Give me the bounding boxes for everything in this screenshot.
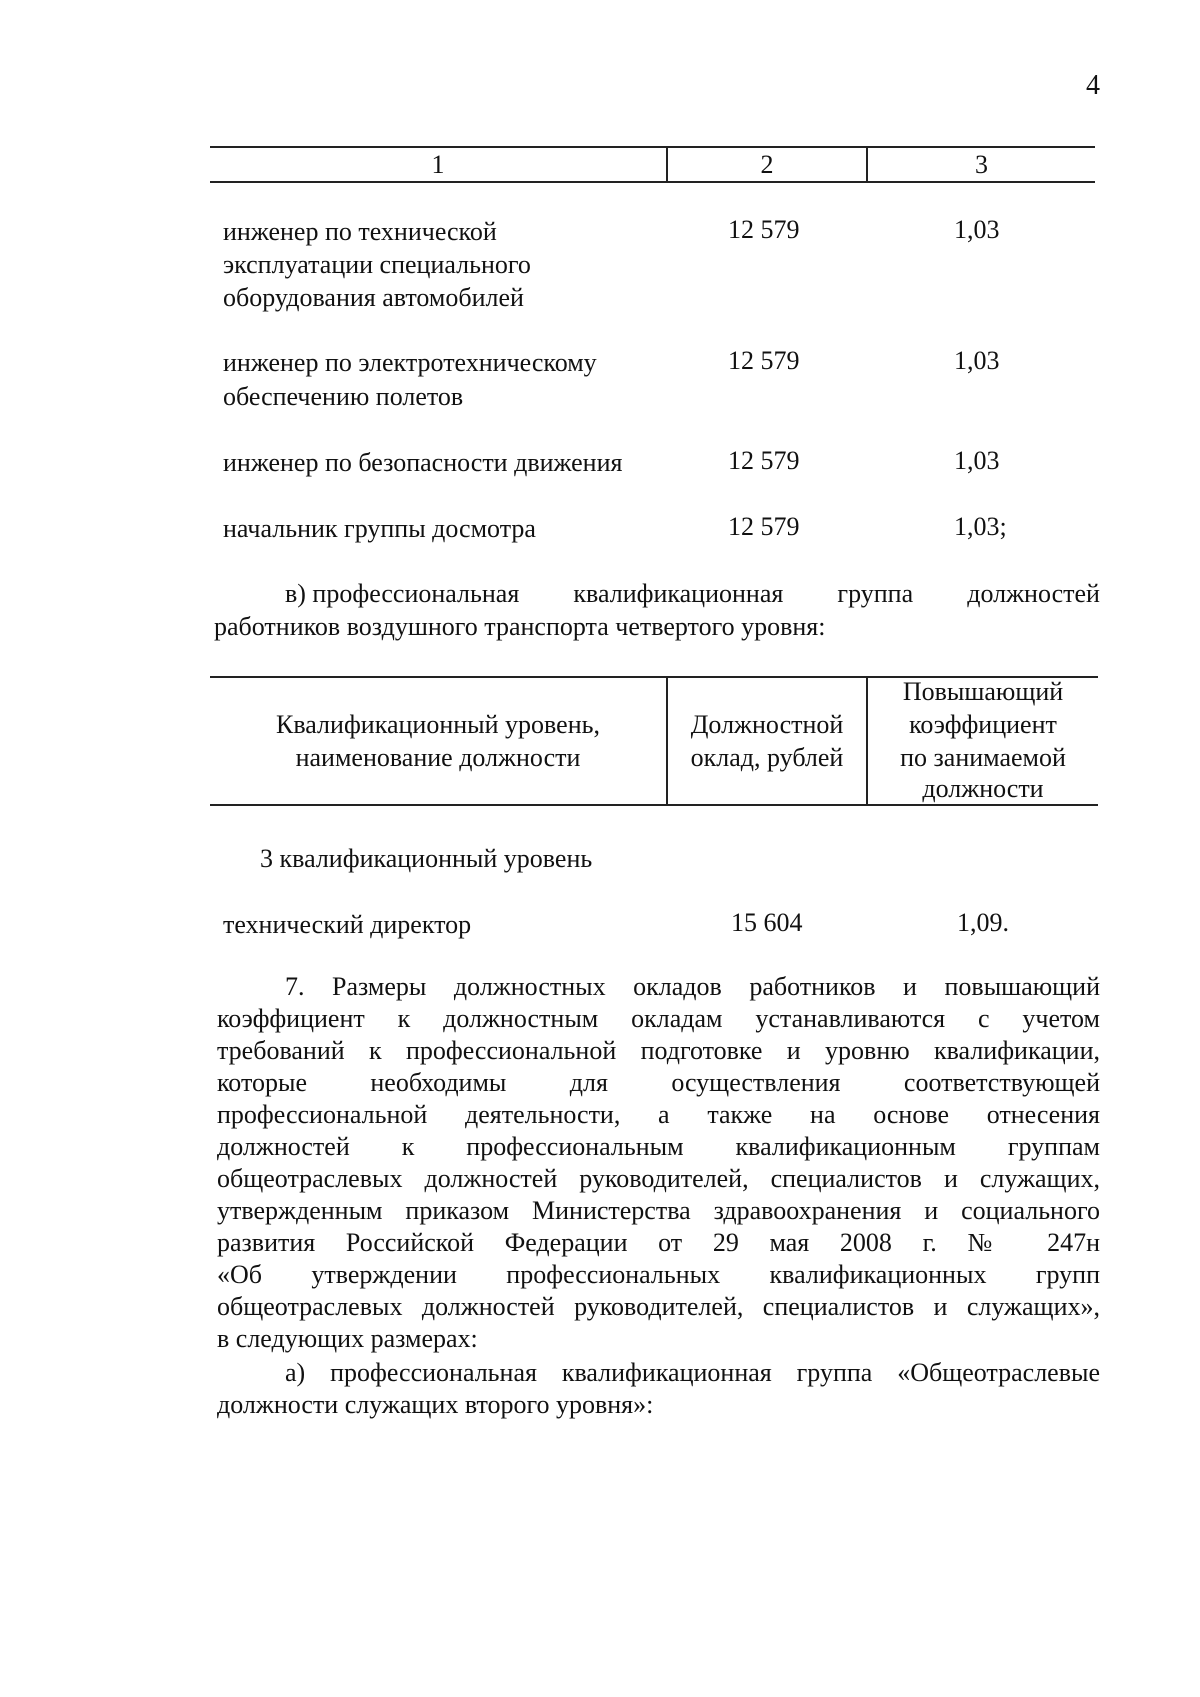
position-name-line: начальник группы досмотра (223, 514, 536, 543)
qualification-level-label: 3 квалификационный уровень (260, 844, 593, 873)
paragraph-word: должностей (967, 579, 1100, 608)
table-2-header-col-1-line: Квалификационный уровень, (276, 710, 600, 739)
position-name-line: технический директор (223, 910, 472, 939)
position-name-line: инженер по технической (223, 217, 497, 246)
paragraph-line: в следующих размерах: (217, 1324, 478, 1353)
paragraph-line: должности служащих второго уровня»: (217, 1390, 654, 1419)
table-2-header-col-1-line: наименование должности (295, 743, 581, 772)
table-2-header-col-2-line: оклад, рублей (690, 743, 844, 772)
paragraph-line: общеотраслевых должностей руководителей, специалистов и служащих, (217, 1164, 1100, 1193)
paragraph-word: квалификационная (573, 579, 784, 608)
paragraph-line: а) профессиональная квалификационная группа «Общеотраслевые (285, 1358, 1100, 1387)
paragraph-line: которые необходимы для осуществления соответствующей (217, 1068, 1100, 1097)
salary-value: 12 579 (728, 512, 800, 541)
paragraph-v-line-1 (285, 578, 1100, 610)
position-name-line: инженер по безопасности движения (223, 448, 623, 477)
table-2-header-col-2-line: Должностной (690, 710, 844, 739)
paragraph-line: развития Российской Федерации от 29 мая 2008 г. № 247н (217, 1228, 1100, 1257)
position-name-line: инженер по электротехническому (223, 348, 597, 377)
table-2-header-col-3-line: коэффициент (909, 710, 1057, 739)
paragraph-word: группа (837, 579, 914, 608)
paragraph-line: 7. Размеры должностных окладов работников и повышающий (285, 972, 1100, 1001)
table-2-header-col-3-line: по занимаемой (900, 743, 1066, 772)
paragraph-line: коэффициент к должностным окладам устанавливаются с учетом (217, 1004, 1100, 1033)
table-2-header-col-3-line: должности (922, 774, 1044, 803)
table-1-header-rule (210, 181, 1095, 183)
coefficient-value: 1,09. (957, 908, 1009, 937)
paragraph-line: профессиональной деятельности, а также на основе отнесения (217, 1100, 1100, 1129)
coefficient-value: 1,03 (954, 346, 1000, 375)
table-2-header-col-3-line: Повышающий (902, 677, 1064, 706)
salary-value: 12 579 (728, 346, 800, 375)
coefficient-value: 1,03 (954, 215, 1000, 244)
position-name-line: оборудования автомобилей (223, 283, 524, 312)
table-1-header-col-2: 2 (760, 150, 774, 179)
paragraph-line: требований к профессиональной подготовке и уровню квалификации, (217, 1036, 1100, 1065)
paragraph-line: должностей к профессиональным квалификационным группам (217, 1132, 1100, 1161)
table-1-header-col-1: 1 (431, 150, 445, 179)
coefficient-value: 1,03; (954, 512, 1007, 541)
salary-value: 12 579 (728, 446, 800, 475)
table-1-top-rule (210, 146, 1095, 148)
salary-value: 15 604 (731, 908, 803, 937)
paragraph-v-line-2: работников воздушного транспорта четвертого уровня: (214, 612, 826, 641)
salary-value: 12 579 (728, 215, 800, 244)
paragraph-line: «Об утверждении профессиональных квалификационных групп (217, 1260, 1100, 1289)
position-name-line: эксплуатации специального (223, 250, 531, 279)
paragraph-line: утвержденным приказом Министерства здравоохранения и социального (217, 1196, 1100, 1225)
table-1-header-col-3: 3 (975, 150, 988, 179)
paragraph-word: в) профессиональная (285, 579, 520, 608)
paragraph-line: общеотраслевых должностей руководителей, специалистов и служащих», (217, 1292, 1100, 1321)
coefficient-value: 1,03 (954, 446, 1000, 475)
page-number: 4 (1086, 70, 1100, 101)
position-name-line: обеспечению полетов (223, 382, 464, 411)
